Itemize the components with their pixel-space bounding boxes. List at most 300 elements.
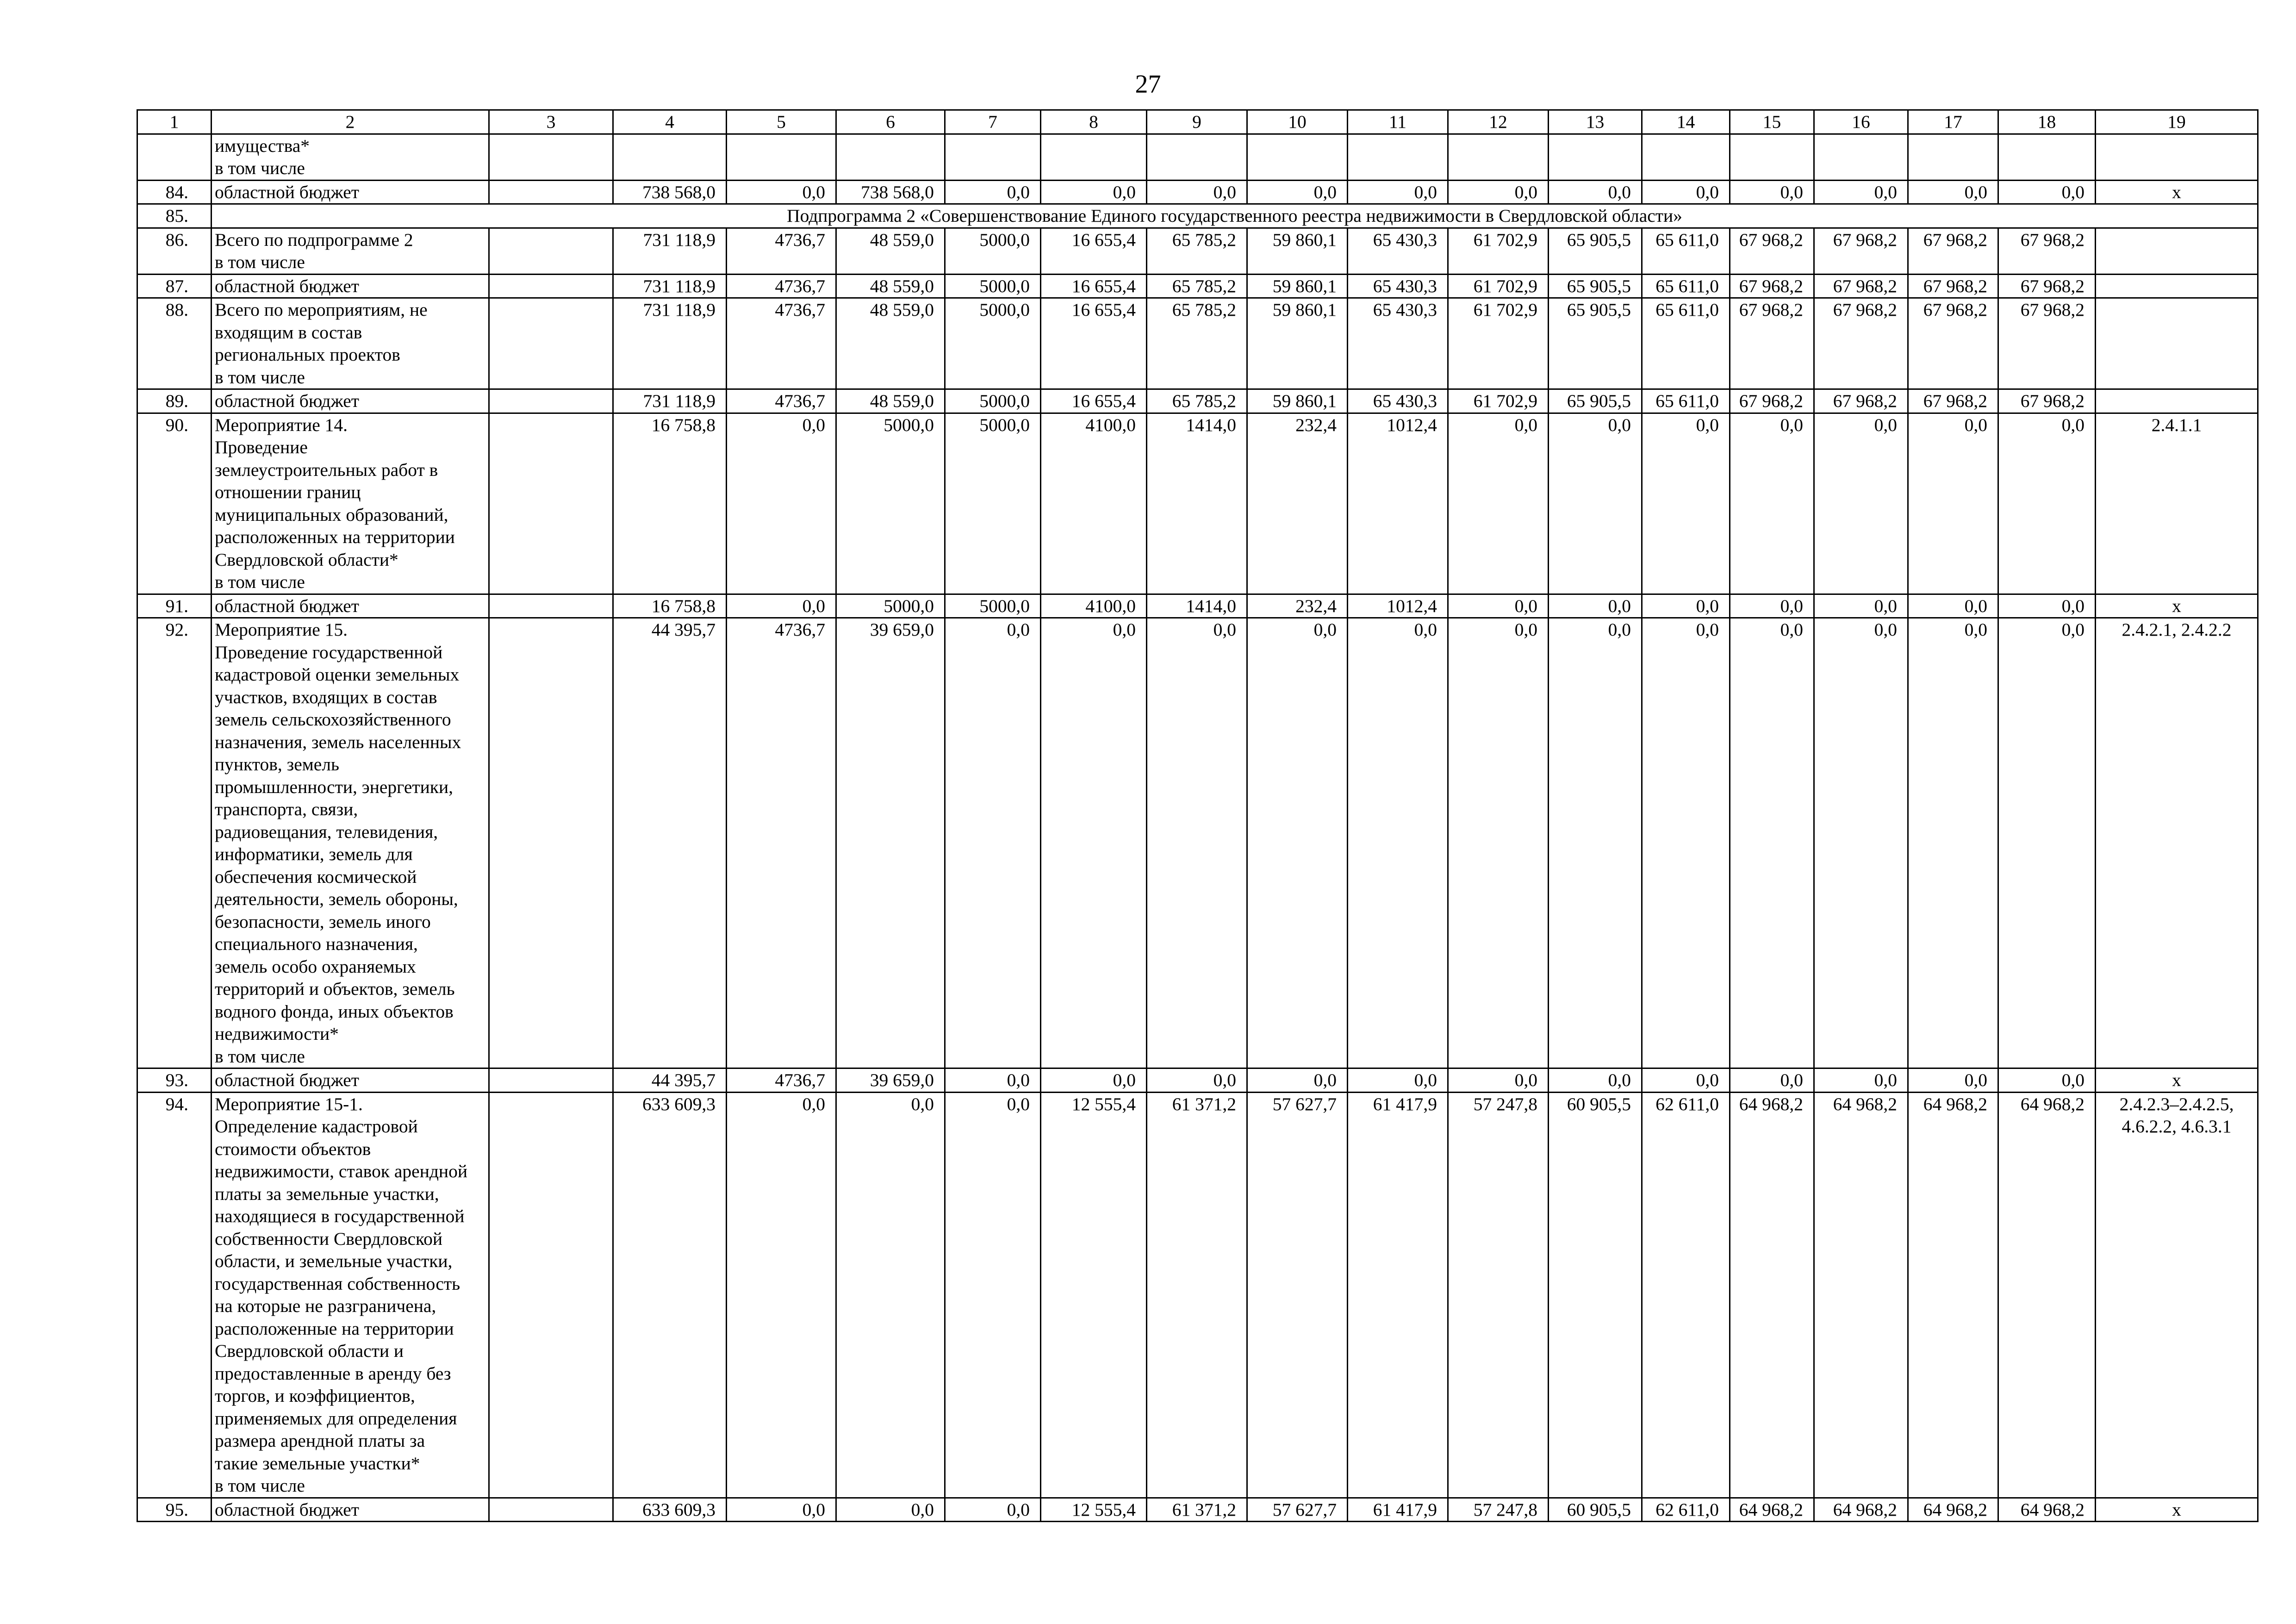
value-cell: 0,0 — [1247, 180, 1348, 204]
value-cell: 0,0 — [1041, 618, 1147, 1068]
text-line: предоставленные в аренду без — [215, 1363, 451, 1384]
text-line: расположенных на территории — [215, 527, 455, 547]
text-line: Определение кадастровой — [215, 1116, 418, 1137]
value-cell: 5000,0 — [945, 274, 1041, 298]
value-cell: 67 968,2 — [1814, 298, 1908, 389]
value-cell: 16 655,4 — [1041, 228, 1147, 274]
value-cell: 0,0 — [1730, 413, 1814, 594]
value-cell: 16 758,8 — [613, 413, 727, 594]
value-cell: 0,0 — [1348, 1068, 1448, 1093]
value-cell: 67 968,2 — [1998, 389, 2096, 413]
value-cell: 67 968,2 — [1730, 389, 1814, 413]
header-cell: 8 — [1041, 110, 1147, 134]
text-line: специального назначения, — [215, 934, 418, 954]
value-cell: 0,0 — [1642, 618, 1730, 1068]
row-number: 88. — [137, 298, 212, 389]
header-cell: 13 — [1549, 110, 1642, 134]
value-cell: 738 568,0 — [613, 180, 727, 204]
value-cell: 67 968,2 — [1730, 298, 1814, 389]
text-line: в том числе — [215, 1046, 305, 1067]
value-cell: 65 785,2 — [1147, 274, 1247, 298]
value-cell: 0,0 — [1814, 618, 1908, 1068]
value-cell — [1549, 134, 1642, 180]
row-name — [212, 1498, 489, 1522]
value-cell: 1012,4 — [1348, 594, 1448, 618]
value-cell: 57 247,8 — [1448, 1092, 1549, 1498]
subprogram-title: Подпрограмма 2 «Совершенствование Единого государственного реестра недвижимости в Свердловской области» — [212, 204, 2258, 228]
row-number: 89. — [137, 389, 212, 413]
page-number: 27 — [1135, 70, 1161, 99]
value-cell: 0,0 — [1448, 180, 1549, 204]
value-cell: 0,0 — [945, 618, 1041, 1068]
text-line: государственная собственность — [215, 1273, 460, 1294]
value-cell: 4736,7 — [727, 298, 836, 389]
row-col3 — [489, 618, 613, 1068]
value-cell: 4100,0 — [1041, 413, 1147, 594]
text-line: имущества* — [215, 135, 310, 156]
value-cell: 39 659,0 — [836, 618, 945, 1068]
value-cell: 0,0 — [1549, 618, 1642, 1068]
header-cell: 12 — [1448, 110, 1549, 134]
value-cell: 0,0 — [1147, 1068, 1247, 1093]
text-line: областной бюджет — [215, 275, 360, 296]
table-row — [137, 1068, 2258, 1093]
header-cell: 4 — [613, 110, 727, 134]
text-line: применяемых для определения — [215, 1408, 457, 1429]
value-cell: 65 611,0 — [1642, 274, 1730, 298]
value-cell: 59 860,1 — [1247, 274, 1348, 298]
table-row — [137, 413, 2258, 594]
text-line: х — [2172, 181, 2181, 202]
text-line: Проведение государственной — [215, 642, 443, 662]
value-cell: 67 968,2 — [1908, 298, 1998, 389]
value-cell: 61 417,9 — [1348, 1498, 1448, 1522]
text-line: земель сельскохозяйственного — [215, 709, 451, 730]
value-cell: 0,0 — [1642, 180, 1730, 204]
text-line: х — [2172, 1070, 2181, 1090]
value-cell — [613, 134, 727, 180]
row-name — [212, 134, 489, 180]
value-cell — [1908, 134, 1998, 180]
row-col3 — [489, 413, 613, 594]
value-cell: 1012,4 — [1348, 413, 1448, 594]
row-number: 91. — [137, 594, 212, 618]
target-indicator — [2096, 134, 2258, 180]
text-line: пунктов, земель — [215, 754, 339, 775]
value-cell: 65 905,5 — [1549, 228, 1642, 274]
value-cell: 0,0 — [1908, 180, 1998, 204]
value-cell: 0,0 — [1908, 1068, 1998, 1093]
value-cell: 0,0 — [727, 180, 836, 204]
value-cell — [1814, 134, 1908, 180]
header-cell: 14 — [1642, 110, 1730, 134]
value-cell: 5000,0 — [836, 594, 945, 618]
value-cell: 1414,0 — [1147, 413, 1247, 594]
text-line: отношении границ — [215, 482, 361, 502]
value-cell: 65 430,3 — [1348, 228, 1448, 274]
value-cell: 633 609,3 — [613, 1498, 727, 1522]
row-number: 84. — [137, 180, 212, 204]
row-number: 93. — [137, 1068, 212, 1093]
value-cell: 16 758,8 — [613, 594, 727, 618]
text-line: Всего по подпрограмме 2 — [215, 229, 413, 250]
row-number: 95. — [137, 1498, 212, 1522]
text-line: муниципальных образований, — [215, 504, 448, 525]
value-cell: 64 968,2 — [1730, 1092, 1814, 1498]
row-col3 — [489, 1068, 613, 1093]
value-cell: 64 968,2 — [1908, 1092, 1998, 1498]
value-cell: 0,0 — [1642, 413, 1730, 594]
text-line: безопасности, земель иного — [215, 911, 431, 932]
value-cell: 16 655,4 — [1041, 274, 1147, 298]
value-cell: 5000,0 — [945, 389, 1041, 413]
value-cell: 0,0 — [1908, 594, 1998, 618]
value-cell: 5000,0 — [945, 298, 1041, 389]
value-cell: 0,0 — [1247, 1068, 1348, 1093]
header-cell: 9 — [1147, 110, 1247, 134]
value-cell: 48 559,0 — [836, 274, 945, 298]
text-line: земель особо охраняемых — [215, 956, 416, 977]
value-cell: 65 905,5 — [1549, 274, 1642, 298]
value-cell: 5000,0 — [836, 413, 945, 594]
row-col3 — [489, 298, 613, 389]
value-cell: 0,0 — [1549, 594, 1642, 618]
text-line: расположенные на территории — [215, 1318, 454, 1339]
row-number: 87. — [137, 274, 212, 298]
row-name — [212, 413, 489, 594]
value-cell — [1348, 134, 1448, 180]
value-cell: 0,0 — [727, 594, 836, 618]
value-cell: 67 968,2 — [1908, 228, 1998, 274]
value-cell: 59 860,1 — [1247, 228, 1348, 274]
target-indicator — [2096, 274, 2258, 298]
row-name — [212, 228, 489, 274]
value-cell — [1998, 134, 2096, 180]
value-cell: 0,0 — [1730, 180, 1814, 204]
header-cell: 16 — [1814, 110, 1908, 134]
value-cell: 64 968,2 — [1814, 1498, 1908, 1522]
text-line: промышленности, энергетики, — [215, 776, 453, 797]
value-cell: 61 702,9 — [1448, 389, 1549, 413]
header-cell: 11 — [1348, 110, 1448, 134]
value-cell — [945, 134, 1041, 180]
row-name — [212, 1068, 489, 1093]
value-cell: 0,0 — [1998, 1068, 2096, 1093]
text-line: на которые не разграничена, — [215, 1296, 436, 1316]
text-line: радиовещания, телевидения, — [215, 821, 438, 842]
text-line: стоимости объектов — [215, 1138, 371, 1159]
header-cell: 1 — [137, 110, 212, 134]
row-col3 — [489, 134, 613, 180]
value-cell: 12 555,4 — [1041, 1092, 1147, 1498]
target-indicator — [2096, 618, 2258, 1068]
header-row — [137, 110, 2258, 134]
table-row — [137, 389, 2258, 413]
text-line: водного фонда, иных объектов — [215, 1001, 454, 1022]
value-cell: 16 655,4 — [1041, 389, 1147, 413]
value-cell: 48 559,0 — [836, 228, 945, 274]
value-cell: 731 118,9 — [613, 389, 727, 413]
value-cell: 16 655,4 — [1041, 298, 1147, 389]
table-row — [137, 180, 2258, 204]
target-indicator — [2096, 594, 2258, 618]
value-cell: 61 702,9 — [1448, 298, 1549, 389]
target-indicator — [2096, 413, 2258, 594]
value-cell: 0,0 — [1549, 413, 1642, 594]
subprogram-row — [137, 204, 2258, 228]
value-cell: 62 611,0 — [1642, 1092, 1730, 1498]
value-cell: 0,0 — [1549, 1068, 1642, 1093]
text-line: Свердловской области* — [215, 549, 398, 570]
value-cell: 232,4 — [1247, 413, 1348, 594]
text-line: входящим в состав — [215, 322, 362, 343]
row-number: 86. — [137, 228, 212, 274]
value-cell — [1730, 134, 1814, 180]
value-cell: 67 968,2 — [1814, 274, 1908, 298]
value-cell: 67 968,2 — [1814, 228, 1908, 274]
value-cell: 4100,0 — [1041, 594, 1147, 618]
budget-table — [137, 109, 2259, 1522]
value-cell: 65 430,3 — [1348, 389, 1448, 413]
row-name — [212, 180, 489, 204]
row-name — [212, 298, 489, 389]
text-line: размера арендной платы за — [215, 1430, 425, 1451]
text-line: Мероприятие 14. — [215, 414, 348, 435]
value-cell: 65 611,0 — [1642, 228, 1730, 274]
header-cell: 19 — [2096, 110, 2258, 134]
text-line: областной бюджет — [215, 1070, 360, 1090]
header-cell: 3 — [489, 110, 613, 134]
header-cell: 7 — [945, 110, 1041, 134]
value-cell: 4736,7 — [727, 1068, 836, 1093]
value-cell — [1247, 134, 1348, 180]
target-indicator — [2096, 1092, 2258, 1498]
text-line: областной бюджет — [215, 1499, 360, 1520]
text-line: областной бюджет — [215, 595, 360, 616]
text-line: участков, входящих в состав — [215, 687, 437, 707]
row-number — [137, 134, 212, 180]
value-cell: 0,0 — [1041, 1068, 1147, 1093]
value-cell: 0,0 — [1147, 180, 1247, 204]
value-cell: 57 627,7 — [1247, 1092, 1348, 1498]
table-row — [137, 594, 2258, 618]
text-line: в том числе — [215, 252, 305, 272]
text-line: областной бюджет — [215, 391, 360, 411]
value-cell: 59 860,1 — [1247, 389, 1348, 413]
value-cell: 61 417,9 — [1348, 1092, 1448, 1498]
value-cell: 60 905,5 — [1549, 1092, 1642, 1498]
table-row — [137, 274, 2258, 298]
value-cell: 67 968,2 — [1730, 274, 1814, 298]
value-cell — [1448, 134, 1549, 180]
text-line: Мероприятие 15. — [215, 619, 348, 640]
value-cell: 232,4 — [1247, 594, 1348, 618]
value-cell: 0,0 — [836, 1092, 945, 1498]
table-row — [137, 228, 2258, 274]
value-cell: 0,0 — [727, 1498, 836, 1522]
value-cell: 61 702,9 — [1448, 228, 1549, 274]
value-cell: 0,0 — [1730, 594, 1814, 618]
value-cell — [836, 134, 945, 180]
value-cell: 12 555,4 — [1041, 1498, 1147, 1522]
text-line: Мероприятие 15-1. — [215, 1093, 363, 1114]
value-cell: 4736,7 — [727, 618, 836, 1068]
row-col3 — [489, 1498, 613, 1522]
value-cell: 67 968,2 — [1730, 228, 1814, 274]
header-cell: 2 — [212, 110, 489, 134]
text-line: 2.4.2.3–2.4.2.5, — [2119, 1093, 2234, 1114]
text-line: Свердловской области и — [215, 1341, 404, 1361]
value-cell: 67 968,2 — [1998, 298, 2096, 389]
text-line: Всего по мероприятиям, не — [215, 300, 428, 320]
value-cell: 65 785,2 — [1147, 298, 1247, 389]
value-cell: 61 702,9 — [1448, 274, 1549, 298]
value-cell: 65 785,2 — [1147, 389, 1247, 413]
value-cell: 0,0 — [1147, 618, 1247, 1068]
text-line: области, и земельные участки, — [215, 1251, 453, 1271]
header-cell: 6 — [836, 110, 945, 134]
value-cell: 0,0 — [1814, 594, 1908, 618]
value-cell: 738 568,0 — [836, 180, 945, 204]
text-line: в том числе — [215, 572, 305, 592]
value-cell: 48 559,0 — [836, 298, 945, 389]
header-cell: 10 — [1247, 110, 1348, 134]
value-cell: 0,0 — [1348, 618, 1448, 1068]
text-line: торгов, и коэффициентов, — [215, 1386, 415, 1406]
header-cell: 17 — [1908, 110, 1998, 134]
text-line: назначения, земель населенных — [215, 731, 461, 752]
row-number: 85. — [137, 204, 212, 228]
text-line: региональных проектов — [215, 344, 400, 365]
value-cell: 0,0 — [1348, 180, 1448, 204]
text-line: в том числе — [215, 367, 305, 387]
header-cell: 18 — [1998, 110, 2096, 134]
value-cell: 64 968,2 — [1730, 1498, 1814, 1522]
value-cell: 0,0 — [1730, 1068, 1814, 1093]
value-cell: 0,0 — [1041, 180, 1147, 204]
value-cell: 48 559,0 — [836, 389, 945, 413]
value-cell: 44 395,7 — [613, 618, 727, 1068]
row-col3 — [489, 594, 613, 618]
row-name — [212, 274, 489, 298]
text-line: х — [2172, 595, 2181, 616]
value-cell: 731 118,9 — [613, 274, 727, 298]
value-cell: 59 860,1 — [1247, 298, 1348, 389]
target-indicator — [2096, 180, 2258, 204]
text-line: информатики, земель для — [215, 844, 413, 864]
value-cell: 67 968,2 — [1908, 274, 1998, 298]
row-col3 — [489, 389, 613, 413]
value-cell: 0,0 — [1814, 180, 1908, 204]
value-cell: 0,0 — [1998, 413, 2096, 594]
value-cell: 67 968,2 — [1998, 274, 2096, 298]
value-cell: 633 609,3 — [613, 1092, 727, 1498]
text-line: 4.6.2.2, 4.6.3.1 — [2122, 1116, 2232, 1137]
row-name — [212, 1092, 489, 1498]
value-cell: 0,0 — [1448, 1068, 1549, 1093]
value-cell: 65 611,0 — [1642, 389, 1730, 413]
value-cell: 62 611,0 — [1642, 1498, 1730, 1522]
text-line: недвижимости* — [215, 1024, 339, 1044]
value-cell: 0,0 — [945, 180, 1041, 204]
row-number: 90. — [137, 413, 212, 594]
table-row — [137, 134, 2258, 180]
value-cell: 65 785,2 — [1147, 228, 1247, 274]
value-cell: 1414,0 — [1147, 594, 1247, 618]
text-line: такие земельные участки* — [215, 1453, 420, 1474]
text-line: Проведение — [215, 437, 308, 457]
row-col3 — [489, 228, 613, 274]
value-cell: 64 968,2 — [1814, 1092, 1908, 1498]
row-number: 94. — [137, 1092, 212, 1498]
value-cell: 39 659,0 — [836, 1068, 945, 1093]
value-cell: 64 968,2 — [1998, 1092, 2096, 1498]
text-line: собственности Свердловской — [215, 1228, 443, 1249]
value-cell: 67 968,2 — [1998, 228, 2096, 274]
table-row — [137, 298, 2258, 389]
value-cell: 0,0 — [945, 1092, 1041, 1498]
value-cell: 0,0 — [1908, 413, 1998, 594]
table-row — [137, 1498, 2258, 1522]
table-row — [137, 618, 2258, 1068]
value-cell: 5000,0 — [945, 228, 1041, 274]
row-number: 92. — [137, 618, 212, 1068]
row-col3 — [489, 180, 613, 204]
value-cell: 0,0 — [1730, 618, 1814, 1068]
table-row — [137, 1092, 2258, 1498]
value-cell: 731 118,9 — [613, 298, 727, 389]
value-cell: 67 968,2 — [1814, 389, 1908, 413]
text-line: х — [2172, 1499, 2181, 1520]
text-line: в том числе — [215, 158, 305, 178]
text-line: территорий и объектов, земель — [215, 979, 455, 999]
row-name — [212, 618, 489, 1068]
value-cell: 64 968,2 — [1908, 1498, 1998, 1522]
value-cell: 64 968,2 — [1998, 1498, 2096, 1522]
value-cell: 0,0 — [1642, 1068, 1730, 1093]
value-cell: 0,0 — [1247, 618, 1348, 1068]
value-cell — [1041, 134, 1147, 180]
value-cell: 67 968,2 — [1908, 389, 1998, 413]
value-cell: 61 371,2 — [1147, 1092, 1247, 1498]
value-cell: 4736,7 — [727, 228, 836, 274]
text-line: землеустроительных работ в — [215, 459, 438, 480]
value-cell: 5000,0 — [945, 413, 1041, 594]
row-col3 — [489, 274, 613, 298]
value-cell — [727, 134, 836, 180]
value-cell: 0,0 — [1549, 180, 1642, 204]
text-line: в том числе — [215, 1475, 305, 1496]
value-cell: 65 905,5 — [1549, 298, 1642, 389]
text-line: деятельности, земель обороны, — [215, 889, 458, 909]
row-name — [212, 594, 489, 618]
value-cell: 0,0 — [836, 1498, 945, 1522]
value-cell: 0,0 — [727, 1092, 836, 1498]
value-cell: 65 905,5 — [1549, 389, 1642, 413]
target-indicator — [2096, 1498, 2258, 1522]
value-cell: 0,0 — [1642, 594, 1730, 618]
value-cell: 731 118,9 — [613, 228, 727, 274]
value-cell: 60 905,5 — [1549, 1498, 1642, 1522]
text-line: 2.4.1.1 — [2151, 414, 2202, 435]
value-cell: 0,0 — [1448, 594, 1549, 618]
target-indicator — [2096, 228, 2258, 274]
value-cell: 0,0 — [1998, 180, 2096, 204]
value-cell: 0,0 — [945, 1068, 1041, 1093]
value-cell: 65 430,3 — [1348, 298, 1448, 389]
value-cell: 61 371,2 — [1147, 1498, 1247, 1522]
value-cell: 0,0 — [1448, 618, 1549, 1068]
